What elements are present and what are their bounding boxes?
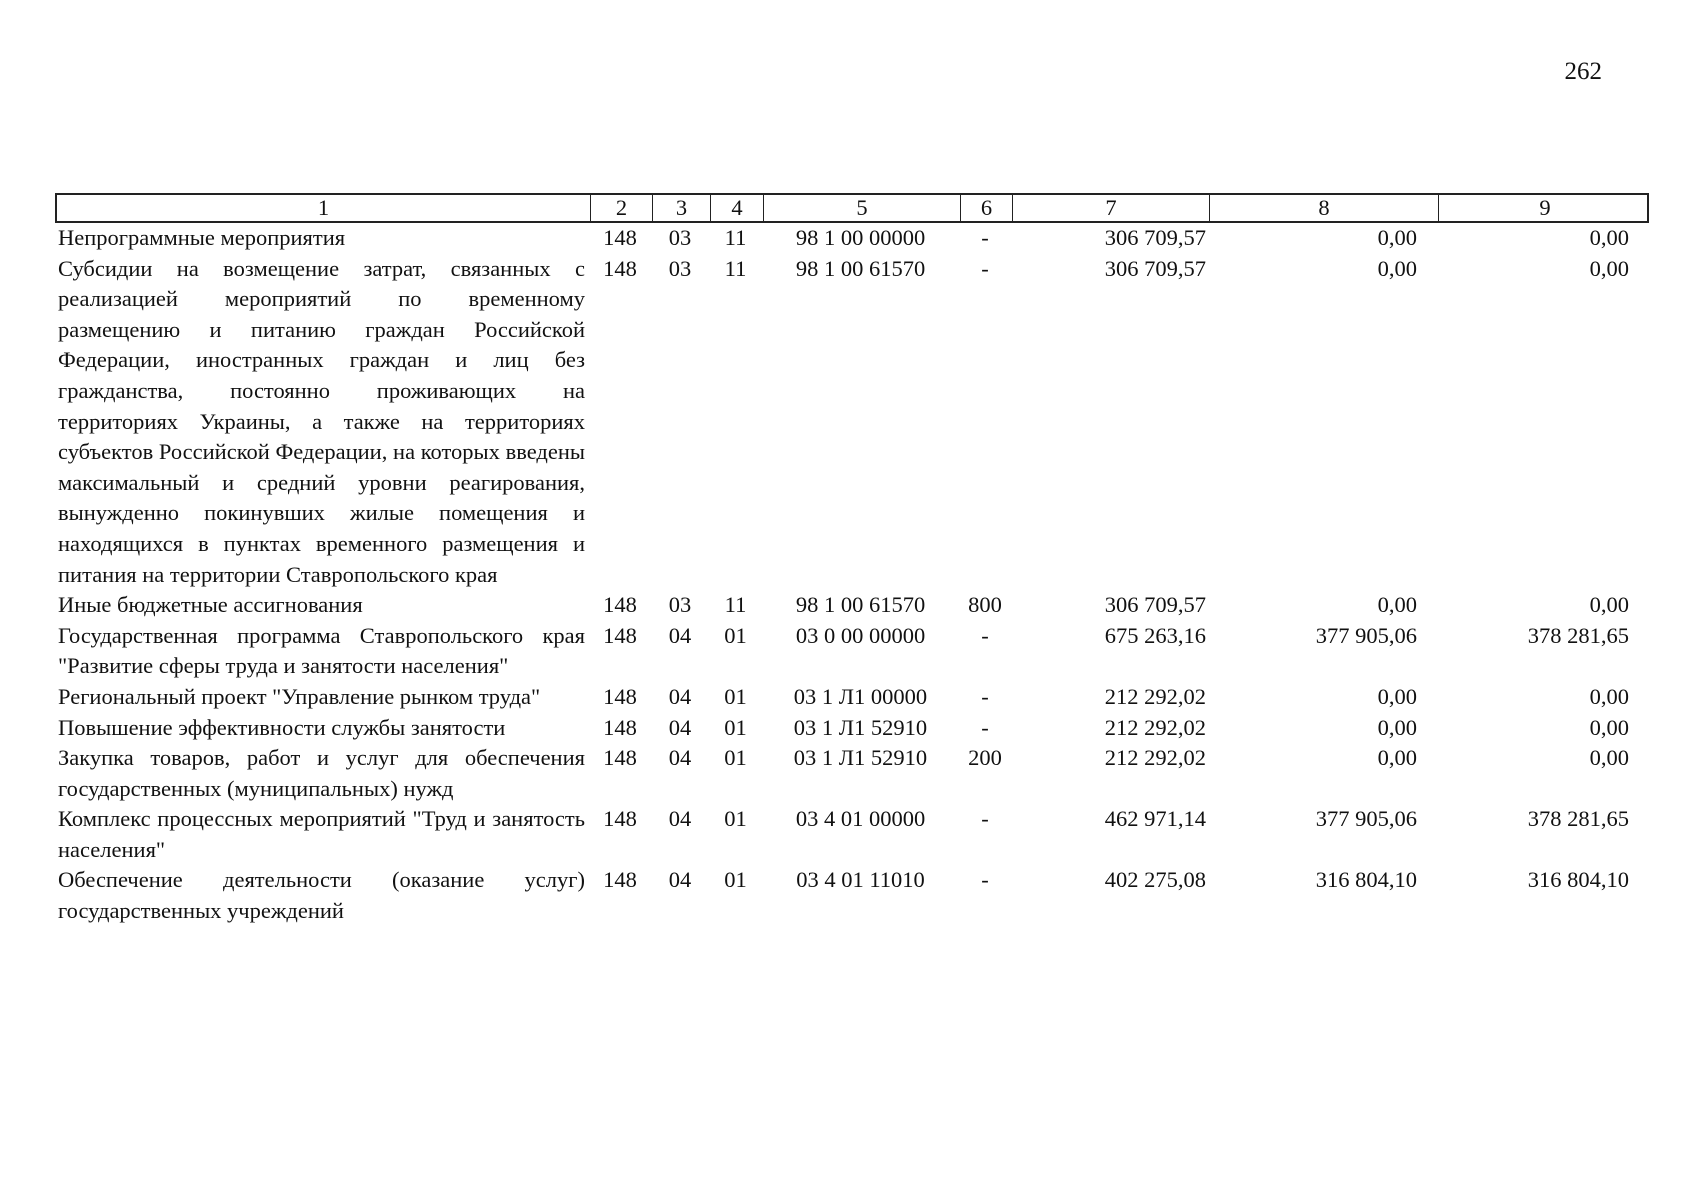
row-col3: 04 bbox=[668, 714, 692, 740]
row-col3: 04 bbox=[668, 745, 692, 771]
row-name: Иные бюджетные ассигнования bbox=[58, 592, 363, 618]
row-col4: 11 bbox=[724, 255, 747, 281]
page-number: 262 bbox=[1564, 58, 1602, 85]
table-row bbox=[55, 590, 1649, 621]
table-row bbox=[55, 865, 1649, 926]
table-header-row bbox=[55, 193, 1649, 223]
row-col4: 01 bbox=[724, 745, 747, 771]
header-cell-6: 6 bbox=[961, 195, 1013, 221]
row-col4: 11 bbox=[724, 592, 747, 618]
row-col8: 0,00 bbox=[1377, 255, 1417, 281]
row-col4: 01 bbox=[724, 683, 747, 709]
header-cell-3: 3 bbox=[653, 195, 711, 221]
header-cell-2: 2 bbox=[591, 195, 653, 221]
row-col8: 0,00 bbox=[1377, 714, 1417, 740]
table-row bbox=[55, 223, 1649, 254]
row-col6: - bbox=[981, 806, 989, 832]
table-row bbox=[55, 682, 1649, 713]
row-col8: 0,00 bbox=[1377, 592, 1417, 618]
header-cell-1: 1 bbox=[57, 195, 591, 221]
header-cell-5: 5 bbox=[764, 195, 961, 221]
row-col6: - bbox=[981, 225, 989, 250]
row-col2: 148 bbox=[603, 714, 637, 740]
table-row bbox=[55, 743, 1649, 804]
row-col3: 04 bbox=[668, 622, 692, 648]
row-col2: 148 bbox=[603, 867, 637, 893]
row-col7: 675 263,16 bbox=[1104, 622, 1206, 648]
row-col7: 306 709,57 bbox=[1104, 225, 1206, 250]
row-col6: 800 bbox=[968, 592, 1002, 618]
row-col7: 402 275,08 bbox=[1104, 867, 1206, 893]
row-col6: - bbox=[981, 867, 989, 893]
row-name: Государственная программа Ставропольского края "Развитие сферы труда и занятости населения" bbox=[58, 622, 585, 679]
row-col6: - bbox=[981, 683, 989, 709]
row-name: Обеспечение деятельности (оказание услуг) государственных учреждений bbox=[58, 867, 585, 924]
header-cell-8: 8 bbox=[1210, 195, 1439, 221]
row-col4: 11 bbox=[724, 225, 747, 250]
row-col9: 0,00 bbox=[1589, 592, 1629, 618]
row-name: Комплекс процессных мероприятий "Труд и занятость населения" bbox=[58, 806, 585, 862]
row-col3: 03 bbox=[668, 255, 692, 281]
row-col2: 148 bbox=[603, 225, 637, 250]
table-row bbox=[55, 254, 1649, 591]
row-col5: 03 1 Л1 52910 bbox=[793, 714, 928, 740]
row-col3: 03 bbox=[668, 592, 692, 618]
row-col8: 377 905,06 bbox=[1315, 806, 1417, 832]
row-col9: 0,00 bbox=[1589, 255, 1629, 281]
row-col8: 0,00 bbox=[1377, 683, 1417, 709]
row-col3: 04 bbox=[668, 806, 692, 832]
row-name: Непрограммные мероприятия bbox=[58, 225, 346, 250]
row-col5: 98 1 00 61570 bbox=[795, 255, 926, 281]
row-col7: 306 709,57 bbox=[1104, 255, 1206, 281]
row-col9: 378 281,65 bbox=[1527, 622, 1629, 648]
table-row bbox=[55, 713, 1649, 744]
row-col6: - bbox=[981, 714, 989, 740]
row-col7: 212 292,02 bbox=[1104, 683, 1206, 709]
row-col2: 148 bbox=[603, 255, 637, 281]
table-row bbox=[55, 621, 1649, 682]
row-col2: 148 bbox=[603, 592, 637, 618]
row-col8: 0,00 bbox=[1377, 745, 1417, 771]
row-col5: 03 4 01 00000 bbox=[795, 806, 926, 832]
row-name: Субсидии на возмещение затрат, связанных с реализацией мероприятий по временному размещению и питанию граждан Российской Федерации, иностранных граждан и лиц без гражданства, постоянно проживающих на территориях Украины, а также на территориях субъектов Российской Федерации, на которых введены максимальный и средний уровни реагирования, вынужденно покинувших жилые помещения и находящихся в пунктах временного размещения и питания на территории Ставропольского края bbox=[58, 255, 585, 587]
header-cell-4: 4 bbox=[711, 195, 764, 221]
row-name: Региональный проект "Управление рынком труда" bbox=[58, 683, 541, 709]
row-col5: 03 1 Л1 00000 bbox=[793, 683, 928, 709]
header-cell-9: 9 bbox=[1539, 195, 1551, 220]
header-cell-7: 7 bbox=[1013, 195, 1210, 221]
row-col5: 03 1 Л1 52910 bbox=[793, 745, 928, 771]
row-col9: 0,00 bbox=[1589, 683, 1629, 709]
row-col2: 148 bbox=[603, 806, 637, 832]
row-col9: 0,00 bbox=[1589, 714, 1629, 740]
row-col3: 04 bbox=[668, 683, 692, 709]
row-col9: 0,00 bbox=[1589, 225, 1629, 250]
row-col9: 0,00 bbox=[1589, 745, 1629, 771]
row-col7: 306 709,57 bbox=[1104, 592, 1206, 618]
row-col5: 98 1 00 00000 bbox=[795, 225, 926, 250]
row-col6: - bbox=[981, 255, 989, 281]
row-col9: 316 804,10 bbox=[1527, 867, 1629, 893]
row-col5: 03 0 00 00000 bbox=[795, 622, 926, 648]
row-col2: 148 bbox=[603, 683, 637, 709]
budget-table bbox=[55, 193, 1649, 927]
row-col2: 148 bbox=[603, 622, 637, 648]
row-name: Закупка товаров, работ и услуг для обеспечения государственных (муниципальных) нужд bbox=[58, 745, 585, 801]
row-col8: 0,00 bbox=[1377, 225, 1417, 250]
row-col8: 316 804,10 bbox=[1315, 867, 1417, 893]
row-col3: 03 bbox=[668, 225, 692, 250]
row-col6: - bbox=[981, 622, 989, 648]
row-col4: 01 bbox=[724, 867, 747, 893]
row-name: Повышение эффективности службы занятости bbox=[58, 714, 506, 740]
row-col3: 04 bbox=[668, 867, 692, 893]
row-col8: 377 905,06 bbox=[1315, 622, 1417, 648]
row-col5: 03 4 01 11010 bbox=[796, 867, 925, 893]
row-col2: 148 bbox=[603, 745, 637, 771]
table-row bbox=[55, 804, 1649, 865]
row-col7: 212 292,02 bbox=[1104, 714, 1206, 740]
row-col4: 01 bbox=[724, 714, 747, 740]
row-col7: 212 292,02 bbox=[1104, 745, 1206, 771]
row-col9: 378 281,65 bbox=[1527, 806, 1629, 832]
row-col5: 98 1 00 61570 bbox=[795, 592, 926, 618]
row-col7: 462 971,14 bbox=[1104, 806, 1206, 832]
row-col6: 200 bbox=[968, 745, 1002, 771]
row-col4: 01 bbox=[724, 622, 747, 648]
row-col4: 01 bbox=[724, 806, 747, 832]
